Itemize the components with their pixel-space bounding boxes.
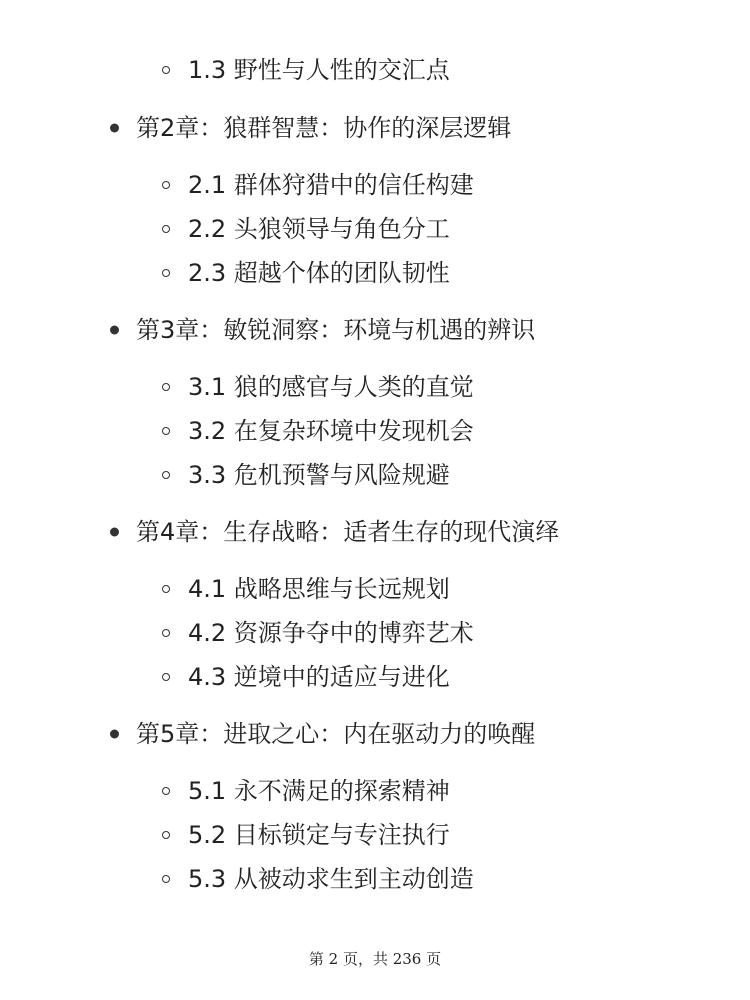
toc-section-label: 4.2 资源争夺中的博弈艺术 bbox=[188, 619, 474, 647]
hollow-circle-bullet-icon bbox=[162, 269, 170, 277]
hollow-circle-bullet-icon bbox=[162, 427, 170, 435]
toc-section-label: 4.1 战略思维与长远规划 bbox=[188, 575, 450, 603]
hollow-circle-bullet-icon bbox=[162, 629, 170, 637]
toc-chapter-item bbox=[110, 110, 511, 146]
toc-section-item bbox=[162, 52, 450, 88]
toc-section-label: 2.1 群体狩猎中的信任构建 bbox=[188, 171, 474, 199]
toc-section-label: 5.3 从被动求生到主动创造 bbox=[188, 865, 474, 893]
toc-chapter-item bbox=[110, 716, 535, 752]
toc-section-item bbox=[162, 817, 450, 853]
hollow-circle-bullet-icon bbox=[162, 787, 170, 795]
toc-section-label: 1.3 野性与人性的交汇点 bbox=[188, 56, 450, 84]
filled-disc-bullet-icon bbox=[110, 124, 119, 133]
toc-chapter-label: 第4章：生存战略：适者生存的现代演绎 bbox=[136, 518, 560, 546]
toc-section-label: 5.1 永不满足的探索精神 bbox=[188, 777, 450, 805]
toc-section-item bbox=[162, 457, 450, 493]
page-number-label: 第 2 页，共 236 页 bbox=[308, 950, 442, 968]
hollow-circle-bullet-icon bbox=[162, 383, 170, 391]
hollow-circle-bullet-icon bbox=[162, 471, 170, 479]
hollow-circle-bullet-icon bbox=[162, 585, 170, 593]
hollow-circle-bullet-icon bbox=[162, 225, 170, 233]
toc-chapter-label: 第3章：敏锐洞察：环境与机遇的辨识 bbox=[136, 316, 536, 344]
hollow-circle-bullet-icon bbox=[162, 875, 170, 883]
toc-section-item bbox=[162, 255, 450, 291]
toc-section-label: 2.3 超越个体的团队韧性 bbox=[188, 259, 450, 287]
hollow-circle-bullet-icon bbox=[162, 673, 170, 681]
toc-section-item bbox=[162, 659, 450, 695]
toc-section-label: 3.2 在复杂环境中发现机会 bbox=[188, 417, 474, 445]
toc-section-label: 3.1 狼的感官与人类的直觉 bbox=[188, 373, 474, 401]
filled-disc-bullet-icon bbox=[110, 730, 119, 739]
toc-section-label: 4.3 逆境中的适应与进化 bbox=[188, 663, 450, 691]
hollow-circle-bullet-icon bbox=[162, 181, 170, 189]
toc-section-label: 3.3 危机预警与风险规避 bbox=[188, 461, 450, 489]
toc-chapter-label: 第5章：进取之心：内在驱动力的唤醒 bbox=[136, 720, 536, 748]
toc-chapter-item bbox=[110, 312, 535, 348]
toc-section-item bbox=[162, 773, 450, 809]
hollow-circle-bullet-icon bbox=[162, 66, 170, 74]
toc-section-item bbox=[162, 369, 474, 405]
toc-section-item bbox=[162, 571, 450, 607]
filled-disc-bullet-icon bbox=[110, 528, 119, 537]
toc-section-label: 5.2 目标锁定与专注执行 bbox=[188, 821, 450, 849]
toc-chapter-label: 第2章：狼群智慧：协作的深层逻辑 bbox=[136, 114, 512, 142]
toc-section-item bbox=[162, 861, 474, 897]
toc-section-label: 2.2 头狼领导与角色分工 bbox=[188, 215, 450, 243]
toc-section-item bbox=[162, 615, 474, 651]
toc-section-item bbox=[162, 211, 450, 247]
page-footer bbox=[0, 948, 750, 969]
toc-section-item bbox=[162, 167, 474, 203]
toc-section-item bbox=[162, 413, 474, 449]
filled-disc-bullet-icon bbox=[110, 326, 119, 335]
toc-chapter-item bbox=[110, 514, 559, 550]
hollow-circle-bullet-icon bbox=[162, 831, 170, 839]
